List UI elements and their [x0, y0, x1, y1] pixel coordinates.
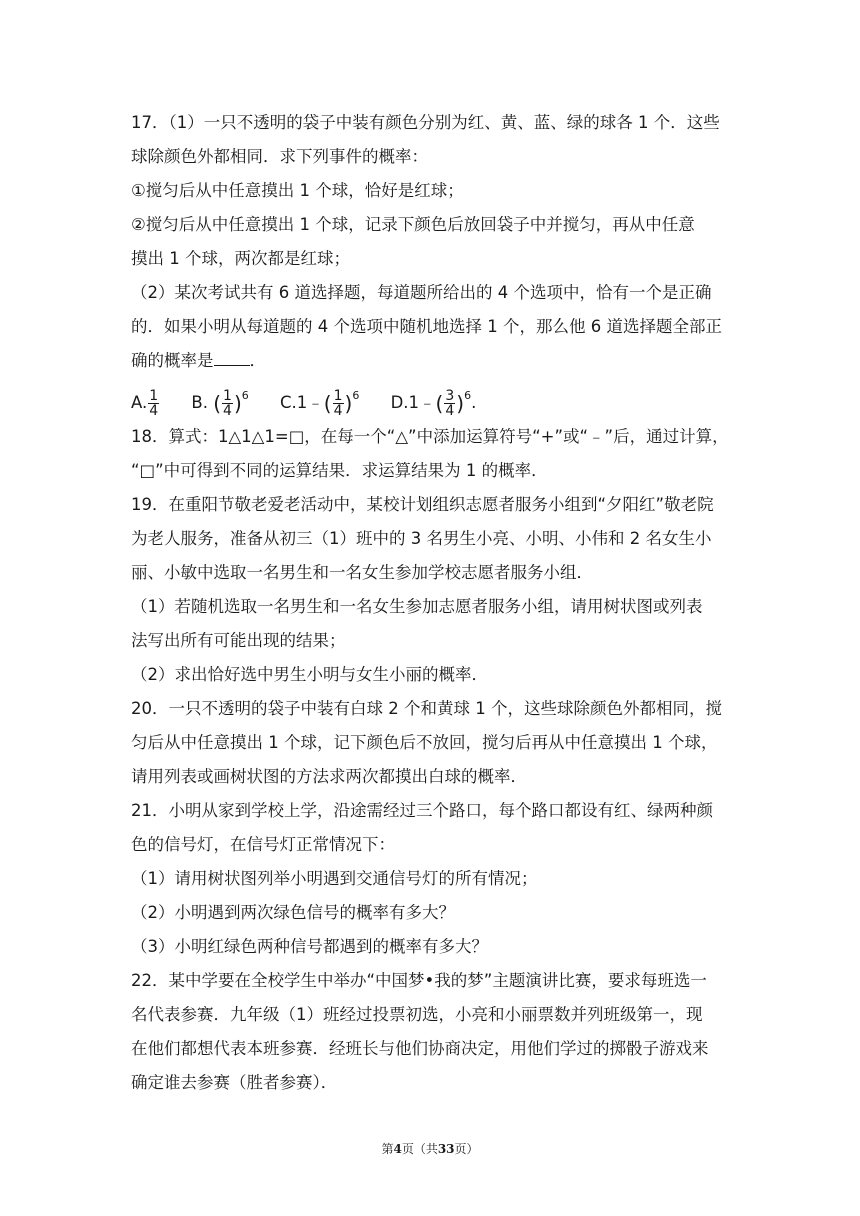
- option-b: B. ( $\frac{1}{4}$ )$^6$: [191, 388, 249, 419]
- q17-line-8-end: ．: [249, 351, 266, 370]
- answer-blank: [214, 351, 250, 366]
- q22-line-2: 名代表参赛．九年级（1）班经过投票初选，小亮和小丽票数并列班级第一，现: [131, 1005, 703, 1024]
- q17-line-8: [131, 351, 266, 371]
- numerator: 1: [223, 388, 232, 404]
- current-page-number: 4: [393, 1142, 402, 1156]
- q20-line-1: 20．一只不透明的袋子中装有白球 2 个和黄球 1 个，这些球除颜色外都相同，搅: [131, 699, 722, 718]
- q17-line-8-text: 确的概率是: [131, 351, 214, 370]
- option-d-label: D.1﹣: [390, 393, 436, 412]
- q17-options: [131, 378, 502, 422]
- q21-line-3: （1）请用树状图列举小明遇到交通信号灯的所有情况；: [131, 869, 538, 888]
- numerator: 1: [149, 388, 159, 404]
- q19-line-6: （2）求出恰好选中男生小明与女生小丽的概率．: [131, 665, 488, 684]
- q18-line-1: 18．算式：1△1△1=□，在每一个“△”中添加运算符号“+”或“﹣”后，通过计算，: [131, 427, 729, 446]
- option-c: C.1﹣( $\frac{1}{4}$ )$^6$: [280, 388, 360, 419]
- q22-line-4: 确定谁去参赛（胜者参赛）．: [131, 1073, 338, 1092]
- q21-line-5: （3）小明红绿色两种信号都遇到的概率有多大？: [131, 937, 488, 956]
- exponent: 6: [352, 389, 360, 402]
- q21-line-1: 21．小明从家到学校上学，沿途需经过三个路口，每个路口都设有红、绿两种颜: [131, 801, 713, 820]
- q19-line-1: 19．在重阳节敬老爱老活动中，某校计划组织志愿者服务小组到“夕阳红”敬老院: [131, 495, 714, 514]
- q18-line-2: “□”中可得到不同的运算结果．求运算结果为 1 的概率．: [131, 461, 548, 480]
- q20-line-3: 请用列表或画树状图的方法求两次都摸出白球的概率．: [131, 767, 527, 786]
- denominator: 4: [445, 403, 455, 419]
- footer-suffix: 页）: [454, 1142, 479, 1156]
- exponent: 6: [464, 389, 472, 402]
- option-d-end: .: [471, 393, 477, 412]
- exponent: 6: [241, 389, 249, 402]
- footer-mid: 页（共: [401, 1142, 438, 1156]
- option-a-label: A.: [131, 393, 148, 412]
- option-a: [131, 385, 160, 421]
- q22-line-1: 22．某中学要在全校学生中举办“中国梦•我的梦”主题演讲比赛，要求每班选一: [131, 971, 707, 990]
- option-b-label: B.: [191, 393, 214, 412]
- q21-line-2: 色的信号灯，在信号灯正常情况下：: [131, 835, 395, 854]
- footer-prefix: 第: [381, 1142, 394, 1156]
- numerator: 1: [333, 388, 343, 404]
- fraction: [148, 389, 159, 418]
- q17-line-6: （2）某次考试共有 6 道选择题，每道题所给出的 4 个选项中，恰有一个是正确: [131, 283, 712, 302]
- denominator: 4: [333, 403, 343, 419]
- q19-line-2: 为老人服务，准备从初三（1）班中的 3 名男生小亮、小明、小伟和 2 名女生小: [131, 529, 712, 548]
- fraction: [444, 389, 455, 418]
- numerator: 3: [445, 388, 455, 404]
- fraction: [222, 389, 233, 418]
- q17-line-5: 摸出 1 个球，两次都是红球；: [131, 249, 350, 268]
- q19-line-5: 法写出所有可能出现的结果；: [131, 631, 346, 650]
- denominator: 4: [223, 403, 232, 419]
- q17-line-2: 球除颜色外都相同．求下列事件的概率：: [131, 147, 428, 166]
- fraction: [333, 389, 344, 418]
- q19-line-3: 丽、小敏中选取一名男生和一名女生参加学校志愿者服务小组．: [131, 563, 593, 582]
- q19-line-4: （1）若随机选取一名男生和一名女生参加志愿者服务小组，请用树状图或列表: [131, 597, 703, 616]
- page-footer: [0, 1140, 860, 1157]
- denominator: 4: [149, 403, 159, 419]
- q22-line-3: 在他们都想代表本班参赛．经班长与他们协商决定，用他们学过的掷骰子游戏来: [131, 1039, 709, 1058]
- total-page-count: 33: [437, 1142, 455, 1156]
- q17-line-3: ①搅匀后从中任意摸出 1 个球，恰好是红球；: [131, 181, 464, 200]
- q20-line-2: 匀后从中任意摸出 1 个球，记下颜色后不放回，搅匀后再从中任意摸出 1 个球，: [131, 733, 718, 752]
- option-c-label: C.1﹣: [280, 393, 324, 412]
- q21-line-4: （2）小明遇到两次绿色信号的概率有多大？: [131, 903, 455, 922]
- option-d: D.1﹣( $\frac{3}{4}$ )$^6$.: [390, 388, 477, 419]
- q17-line-1: 17．（1）一只不透明的袋子中装有颜色分别为红、黄、蓝、绿的球各 1 个．这些: [131, 113, 720, 132]
- q17-line-7: 的．如果小明从每道题的 4 个选项中随机地选择 1 个，那么他 6 道选择题全部正: [131, 317, 722, 336]
- q17-line-4: ②搅匀后从中任意摸出 1 个球，记录下颜色后放回袋子中并搅匀，再从中任意: [131, 215, 695, 234]
